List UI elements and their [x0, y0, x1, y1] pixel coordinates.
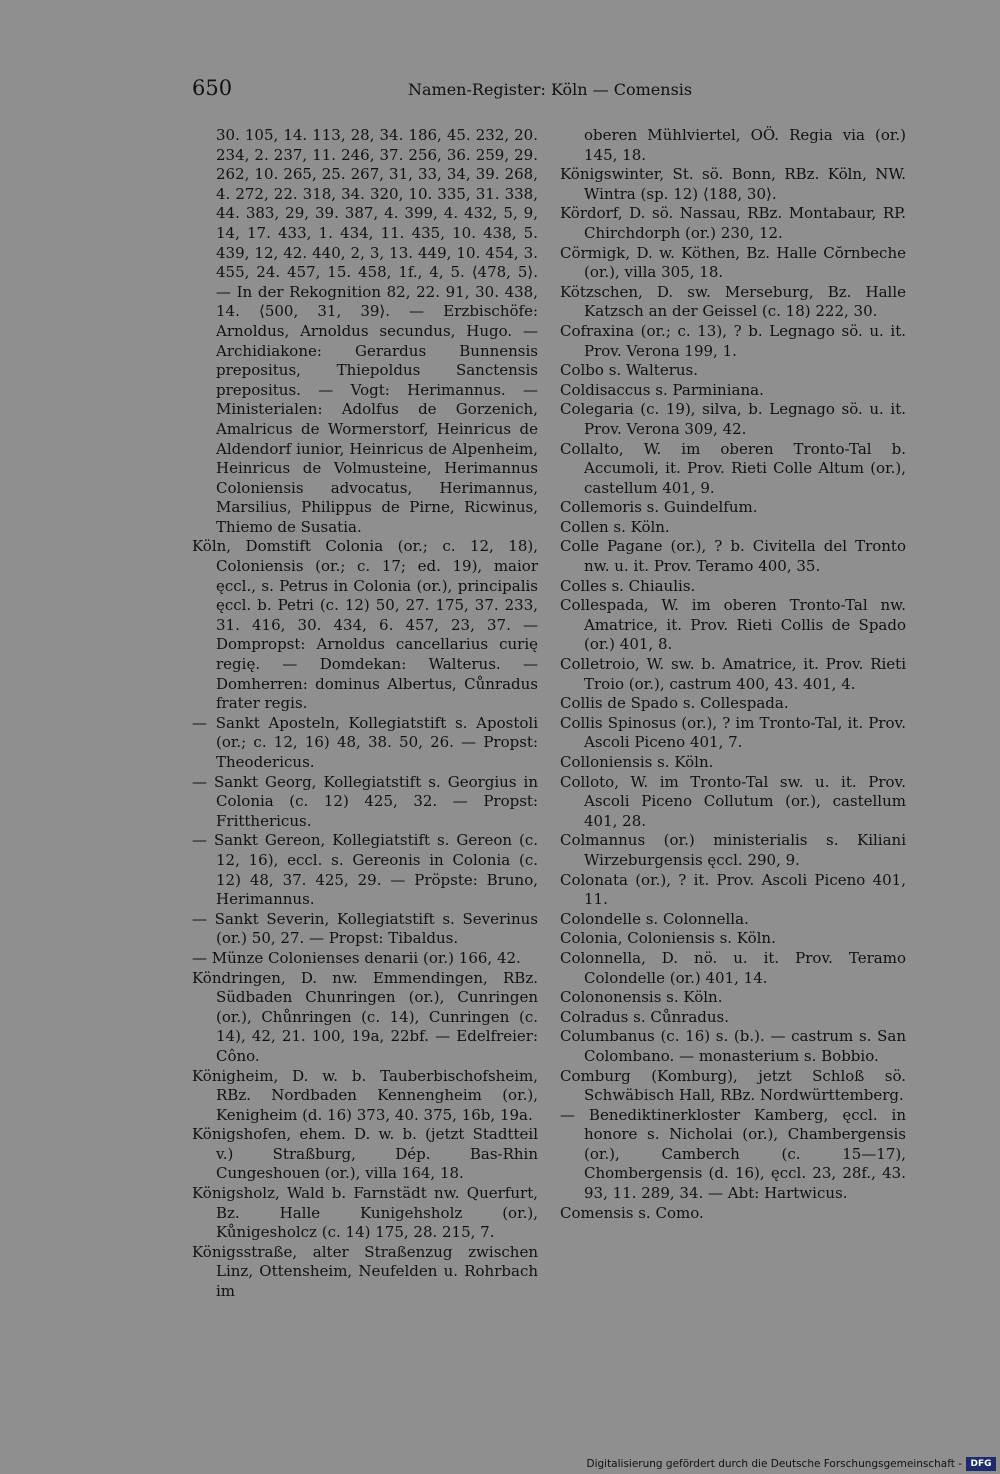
register-entry: Coldisaccus s. Parminiana.	[560, 380, 764, 399]
register-entry: Colonnella, D. nö. u. it. Prov. Teramo Colondelle (or.) 401, 14.	[560, 948, 906, 987]
register-entry: Collemoris s. Guindelfum.	[560, 498, 758, 517]
register-entry: Colmannus (or.) ministerialis s. Kiliani Wirzeburgensis ęccl. 290, 9.	[560, 831, 906, 869]
register-entry: Collis de Spado s. Collespada.	[560, 694, 789, 713]
register-entry: Colle Pagane (or.), ? b. Civitella del Tronto nw. u. it. Prov. Teramo 400, 35.	[560, 537, 906, 576]
right-column	[560, 126, 906, 1223]
register-entry: — Sankt Georg, Kollegiatstift s. Georgius in Colonia (c. 12) 425, 32. — Propst: Fritthericus.	[192, 772, 538, 830]
dfg-credit-text: Digitalisierung gefördert durch die Deutsche Forschungsgemeinschaft -	[586, 1458, 962, 1470]
register-entry: Kötzschen, D. sw. Merseburg, Bz. Halle Katzsch an der Geissel (c. 18) 222, 30.	[560, 282, 906, 321]
register-entry: Colondelle s. Colonnella.	[560, 909, 749, 928]
register-entry: Comburg (Komburg), jetzt Schloß sö. Schwäbisch Hall, RBz. Nordwürttemberg.	[560, 1066, 906, 1105]
register-entry: Colonata (or.), ? it. Prov. Ascoli Piceno 401, 11.	[560, 870, 906, 909]
register-entry: Colonia, Coloniensis s. Köln.	[560, 929, 776, 948]
register-entry: Königsholz, Wald b. Farnstädt nw. Querfurt, Bz. Halle Kunigehsholz (or.), Kůnigesholcz (c. 14) 175, 28. 215, 7.	[192, 1184, 538, 1242]
register-entry: Königsstraße, alter Straßenzug zwischen Linz, Ottensheim, Neufelden u. Rohrbach im	[192, 1242, 538, 1301]
register-entry: Königheim, D. w. b. Tauberbischofsheim, RBz. Nordbaden Kennengheim (or.), Kenigheim (d. 16) 373, 40. 375, 16b, 19a.	[192, 1066, 538, 1124]
register-entry: Colloniensis s. Köln.	[560, 753, 714, 771]
register-entry: Columbanus (c. 16) s. (b.). — castrum s. San Colombano. — monasterium s. Bobbio.	[560, 1027, 906, 1065]
register-entry: Köln, Domstift Colonia (or.; c. 12, 18), Coloniensis (or.; c. 17; ed. 19), maior ęccl., s. Petrus in Colonia (or.), principalis ęccl. b. Petri (c. 12) 50, 27. 175, 37. 233, 31. 416, 30. 434, 6. 457, 23, 37. — Dompropst: Arnoldus cancellarius curię regię. — Domdekan: Walterus. — Domherren: dominus Albertus, Cůnradus frater regis.	[192, 537, 538, 713]
footer	[0, 1456, 1000, 1474]
register-entry: Colloto, W. im Tronto-Tal sw. u. it. Prov. Ascoli Piceno Collutum (or.), castellum 401, 28.	[560, 772, 906, 830]
register-entry: Comensis s. Como.	[560, 1203, 704, 1222]
register-entry: Collen s. Köln.	[560, 517, 670, 536]
register-entry: Königshofen, ehem. D. w. b. (jetzt Stadtteil v.) Straßburg, Dép. Bas-Rhin Cungeshouen (or.), villa 164, 18.	[192, 1125, 538, 1183]
register-entry: Colletroio, W. sw. b. Amatrice, it. Prov. Rieti Troio (or.), castrum 400, 43. 401, 4.	[560, 655, 906, 693]
register-entry: Collespada, W. im oberen Tronto-Tal nw. Amatrice, it. Prov. Rieti Collis de Spado (or.) 401, 8.	[560, 596, 906, 654]
register-entry: Collalto, W. im oberen Tronto-Tal b. Accumoli, it. Prov. Rieti Colle Altum (or.), castellum 401, 9.	[560, 439, 906, 497]
page-number: 650	[192, 76, 233, 100]
register-entry: Colononensis s. Köln.	[560, 988, 723, 1007]
register-entry: Köndringen, D. nw. Emmendingen, RBz. Südbaden Chunringen (or.), Cunringen (or.), Chůnringen (c. 14), Cunringen (c. 14), 42, 21. 100, 19a, 22bf. — Edelfreier: Côno.	[192, 968, 538, 1065]
register-entry: Colbo s. Walterus.	[560, 361, 698, 380]
register-entry: — Sankt Gereon, Kollegiatstift s. Gereon (c. 12, 16), eccl. s. Gereonis in Colonia (c. 12) 48, 37. 425, 29. — Pröpste: Bruno, Herimannus.	[192, 831, 538, 909]
register-entry: 30. 105, 14. 113, 28, 34. 186, 45. 232, 20. 234, 2. 237, 11. 246, 37. 256, 36. 259, 29. 262, 10. 265, 25. 267, 31, 33, 34, 39. 268, 4. 272, 22. 318, 34. 320, 10. 335, 31. 338, 44. 383, 29, 39. 387, 4. 399, 4. 432, 5, 9, 14, 17. 433, 1. 434, 11. 435, 10. 438, 5. 439, 12, 42. 440, 2, 3, 13. 449, 10. 454, 3. 455, 24. 457, 15. 458, 1f., 4, 5. ⟨478, 5⟩. — In der Rekognition 82, 22. 91, 30. 438, 14. ⟨500, 31, 39⟩. — Erzbischöfe: Arnoldus, Arnoldus secundus, Hugo. — Archidiakone: Gerardus Bunnensis prepositus, Thiepoldus Sanctensis prepositus. — Vogt: Herimannus. — Ministerialen: Adolfus de Gorzenich, Amalricus de Wormerstorf, Heinricus de Aldendorf iunior, Heinricus de Alpenheim, Heinricus de Volmusteine, Herimannus Coloniensis advocatus, Herimannus, Marsilius, Philippus de Pirne, Ricwinus, Thiemo de Susatia.	[216, 126, 538, 536]
register-entry: Collis Spinosus (or.), ? im Tronto-Tal, it. Prov. Ascoli Piceno 401, 7.	[560, 713, 906, 752]
register-entry: Cörmigk, D. w. Köthen, Bz. Halle Cŏrnbeche (or.), villa 305, 18.	[560, 243, 906, 282]
register-entry: Colradus s. Cůnradus.	[560, 1007, 730, 1026]
register-entry: Königswinter, St. sö. Bonn, RBz. Köln, NW. Wintra (sp. 12) ⟨188, 30⟩.	[560, 165, 906, 203]
register-entry: Colegaria (c. 19), silva, b. Legnago sö. u. it. Prov. Verona 309, 42.	[560, 400, 906, 438]
register-entry: Cofraxina (or.; c. 13), ? b. Legnago sö. u. it. Prov. Verona 199, 1.	[560, 321, 906, 360]
register-entry: — Sankt Severin, Kollegiatstift s. Severinus (or.) 50, 27. — Propst: Tibaldus.	[192, 909, 538, 948]
left-column	[192, 126, 538, 1302]
register-entry: — Sankt Aposteln, Kollegiatstift s. Apostoli (or.; c. 12, 16) 48, 38. 50, 26. — Propst: Theodericus.	[192, 713, 538, 771]
register-entry: Colles s. Chiaulis.	[560, 576, 696, 595]
register-entry: — Münze Colonienses denarii (or.) 166, 42.	[192, 948, 521, 967]
register-entry: Kördorf, D. sö. Nassau, RBz. Montabaur, RP. Chirchdorph (or.) 230, 12.	[560, 204, 906, 242]
register-entry: oberen Mühlviertel, OÖ. Regia via (or.) 145, 18.	[584, 126, 906, 164]
running-title: Namen-Register: Köln — Comensis	[408, 80, 693, 99]
page-header	[192, 76, 904, 108]
register-entry: — Benediktinerkloster Kamberg, ęccl. in honore s. Nicholai (or.), Chambergensis (or.), Camberch (c. 15—17), Chombergensis (d. 16), ęccl. 23, 28f., 43. 93, 11. 289, 34. — Abt: Hartwicus.	[560, 1105, 906, 1203]
dfg-logo: DFG	[966, 1457, 996, 1471]
